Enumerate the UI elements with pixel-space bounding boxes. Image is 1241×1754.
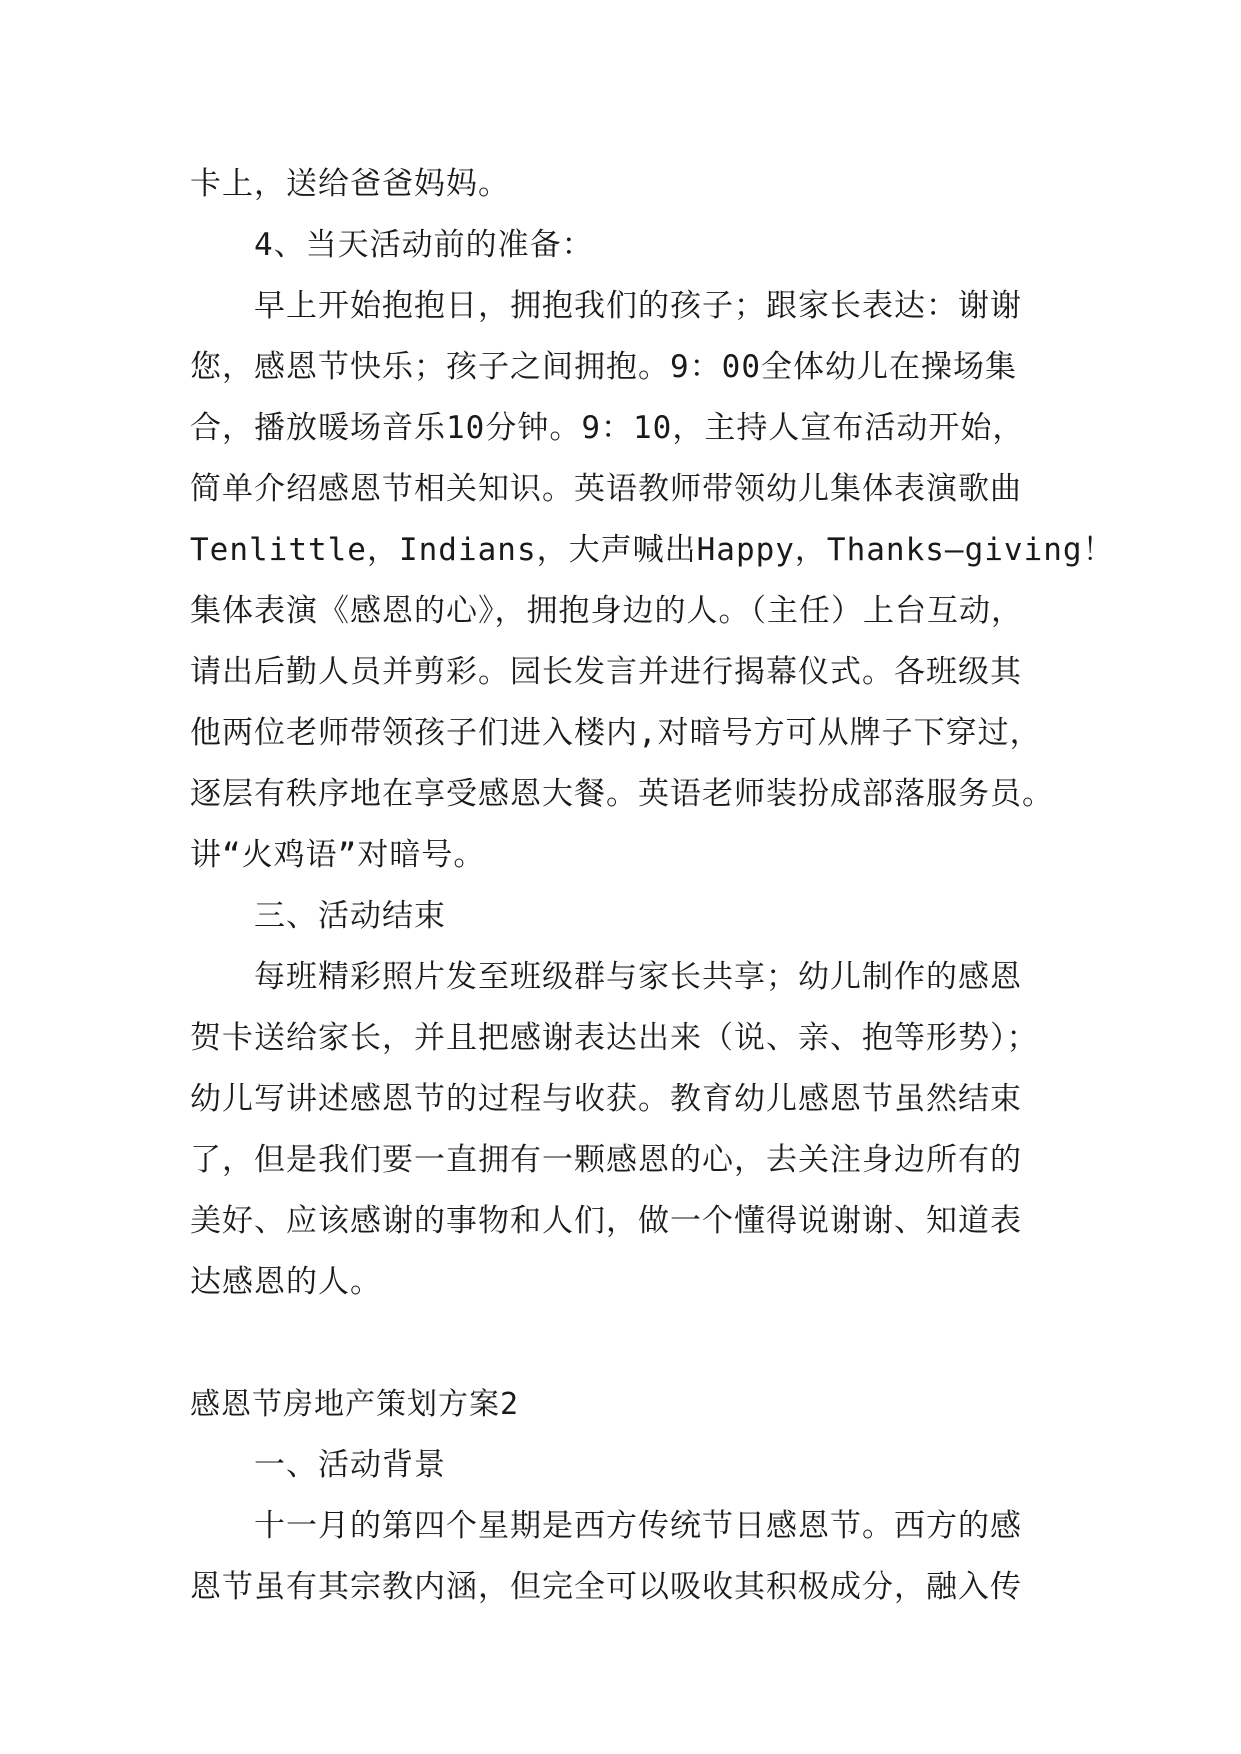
body-line: 合，播放暖场音乐10分钟。9：10，主持人宣布活动开始， (190, 410, 1025, 446)
body-line: 达感恩的人。 (190, 1264, 382, 1300)
body-line: 贺卡送给家长，并且把感谢表达出来（说、亲、抱等形势）； (190, 1020, 1039, 1056)
body-line: 4、当天活动前的准备： (254, 227, 594, 263)
body-line: 十一月的第四个星期是西方传统节日感恩节。西方的感 (254, 1508, 1022, 1544)
body-line: 集体表演《感恩的心》，拥抱身边的人。（主任）上台互动， (190, 593, 1023, 629)
body-line: 了，但是我们要一直拥有一颗感恩的心，去关注身边所有的 (190, 1142, 1022, 1178)
body-line: Tenlittle，Indians，大声喊出Happy，Thanks—giving！ (190, 532, 1115, 568)
body-line: 他两位老师带领孩子们进入楼内,对暗号方可从牌子下穿过， (190, 715, 1042, 751)
body-line: 您，感恩节快乐；孩子之间拥抱。9：00全体幼儿在操场集 (190, 349, 1017, 385)
body-line: 每班精彩照片发至班级群与家长共享；幼儿制作的感恩 (254, 959, 1022, 995)
body-line: 简单介绍感恩节相关知识。英语教师带领幼儿集体表演歌曲 (190, 471, 1022, 507)
body-line: 逐层有秩序地在享受感恩大餐。英语老师装扮成部落服务员。 (190, 776, 1054, 812)
body-line: 请出后勤人员并剪彩。园长发言并进行揭幕仪式。各班级其 (190, 654, 1022, 690)
paragraph-gap (190, 1313, 1070, 1374)
document-body (190, 154, 1115, 1618)
section-heading: 三、活动结束 (254, 898, 446, 934)
body-line: 卡上，送给爸爸妈妈。 (190, 166, 510, 202)
document-section-title: 感恩节房地产策划方案2 (190, 1387, 520, 1422)
section-heading: 一、活动背景 (254, 1447, 446, 1483)
body-line: 恩节虽有其宗教内涵，但完全可以吸收其积极成分，融入传 (190, 1569, 1022, 1605)
body-line: 美好、应该感谢的事物和人们，做一个懂得说谢谢、知道表 (190, 1203, 1022, 1239)
body-line: 讲“火鸡语”对暗号。 (190, 837, 486, 873)
body-line: 幼儿写讲述感恩节的过程与收获。教育幼儿感恩节虽然结束 (190, 1081, 1022, 1117)
body-line: 早上开始抱抱日，拥抱我们的孩子；跟家长表达：谢谢 (254, 288, 1022, 324)
